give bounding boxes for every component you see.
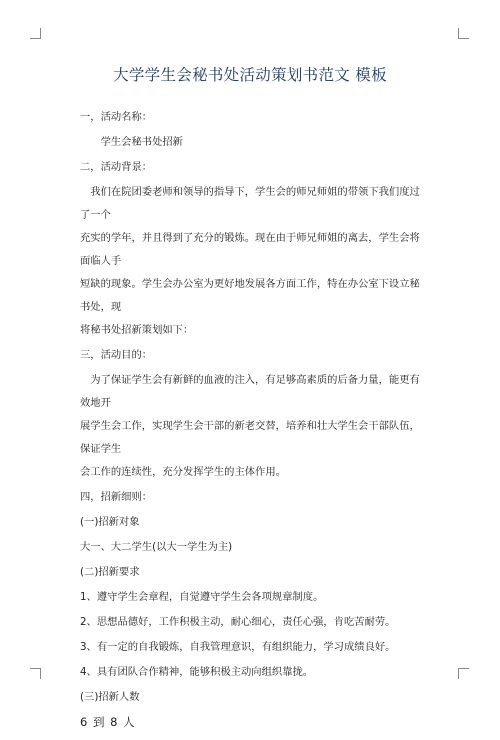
paragraph-line: 我们在院团委老师和领导的指导下，学生会的师兄师姐的带领下我们度过了一个 [80,186,420,221]
activity-name-value: 学生会秘书处招新 [100,136,183,148]
heading-purpose: 三，活动目的： [80,349,153,361]
page-corner-mark-top-right [458,28,469,39]
paragraph-line: 充实的学年，并且得到了充分的锻炼。现在由于师兄师姐的离去，学生会将面临人手 [80,232,420,267]
requirement-item: 2、思想品德好，工作积极主动，耐心细心，责任心强，肯吃苦耐劳。 [80,616,396,628]
heading-activity-name: 一，活动名称： [80,111,153,123]
recruit-count-value: 6 到 8 人 [80,715,136,729]
paragraph-line: 将秘书处招新策划如下： [80,324,194,336]
subheading-recruit-target: (一)招新对象 [80,516,140,528]
page-corner-mark-bottom-left [30,668,41,679]
page-corner-mark-bottom-right [458,668,469,679]
paragraph-line: 短缺的现象。学生会办公室为更好地发展各方面工作，特在办公室下设立秘书处，现 [80,278,420,313]
heading-background: 二，活动背景： [80,161,153,173]
requirement-item: 4、具有团队合作精神，能够积极主动向组织靠拢。 [80,666,314,678]
subheading-recruit-count: (三)招新人数 [80,691,140,703]
paragraph-line: 展学生会工作，实现学生会干部的新老交替，培养和壮大学生会干部队伍，保证学生 [80,420,420,455]
paragraph-line: 会工作的连续性，充分发挥学生的主体作用。 [80,466,286,478]
recruit-target-value: 大一、大二学生(以大一学生为主) [80,541,233,553]
subheading-recruit-requirements: (二)招新要求 [80,566,140,578]
background-paragraph [80,181,426,342]
document-title: 大学学生会秘书处活动策划书范文 模板 [113,66,387,84]
requirement-item: 3、有一定的自我锻炼，自我管理意识，有组织能力，学习成绩良好。 [80,641,396,653]
document-body [80,110,426,740]
paragraph-line: 为了保证学生会有新鲜的血液的注入，有足够高素质的后备力量，能更有效地开 [80,374,420,409]
purpose-paragraph [80,369,426,484]
heading-recruit-rules: 四，招新细则： [80,491,153,503]
page-corner-mark-top-left [30,28,41,39]
requirement-item: 1、遵守学生会章程，自觉遵守学生会各项规章制度。 [80,591,324,603]
